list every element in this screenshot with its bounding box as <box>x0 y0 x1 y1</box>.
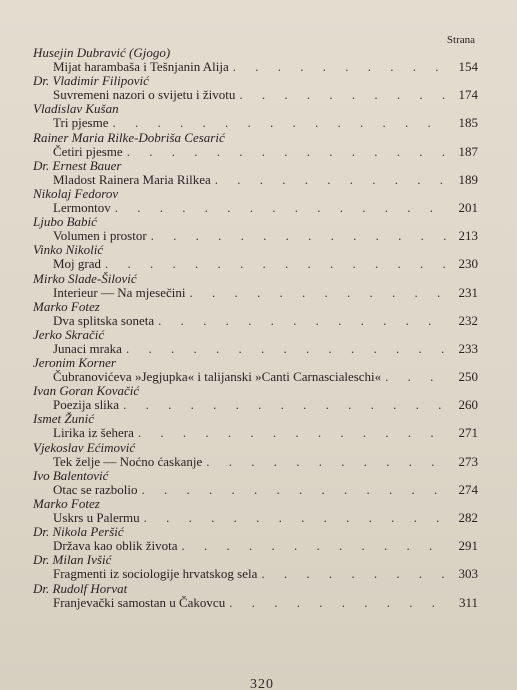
toc-entry <box>33 497 478 525</box>
entry-author: Vjekoslav Ećimović <box>33 439 136 455</box>
dot-leader <box>144 511 448 525</box>
entry-title: Uskrs u Palermu <box>53 510 140 525</box>
entry-page-number: 154 <box>458 59 478 74</box>
entry-author: Rainer Maria Rilke-Dobriša Cesarić <box>33 129 225 145</box>
entry-author: Ivan Goran Kovačić <box>33 383 140 399</box>
toc-entry <box>33 441 478 469</box>
entry-author: Marko Fotez <box>33 298 100 314</box>
dot-leader <box>123 398 448 412</box>
entry-line <box>33 596 478 610</box>
entry-page-number: 213 <box>458 228 478 244</box>
toc-entry <box>33 74 478 102</box>
entry-title: Mijat harambaša i Tešnjanin Alija <box>53 59 229 74</box>
entry-line <box>33 455 478 469</box>
entry-author: Husejin Dubravić (Gjogo) <box>33 45 171 60</box>
entry-line <box>33 201 478 215</box>
entry-author: Ivo Balentović <box>33 467 109 483</box>
dot-leader <box>233 60 448 74</box>
entry-line <box>33 342 478 356</box>
entry-line <box>33 314 478 328</box>
entry-title: Fragmenti iz sociologije hrvatskog sela <box>53 566 258 582</box>
entry-page-number: 201 <box>458 199 478 215</box>
entry-line <box>33 88 478 102</box>
entry-page-number: 187 <box>458 143 478 159</box>
entry-page-number: 231 <box>458 284 478 300</box>
dot-leader <box>105 257 448 271</box>
toc-entry <box>33 243 478 271</box>
entry-title: Junaci mraka <box>53 340 122 356</box>
entry-author: Dr. Ernest Bauer <box>33 157 122 173</box>
entry-title: Otac se razbolio <box>53 481 138 497</box>
toc-entry <box>33 384 478 412</box>
dot-leader <box>115 201 448 215</box>
entry-page-number: 274 <box>458 481 478 497</box>
toc-entry <box>33 215 478 243</box>
entry-title: Lirika iz šehera <box>53 425 134 441</box>
toc-entry <box>33 412 478 440</box>
dot-leader <box>113 116 449 130</box>
entry-author: Marko Fotez <box>33 496 100 511</box>
entry-author: Dr. Vladimir Filipović <box>33 73 149 89</box>
entry-author: Ljubo Babić <box>33 214 97 230</box>
toc-entry <box>33 187 478 215</box>
entry-page-number: 233 <box>458 340 478 356</box>
entry-page-number: 291 <box>458 538 478 554</box>
entry-line <box>33 229 478 243</box>
entry-line <box>33 257 478 271</box>
table-of-contents <box>33 46 478 610</box>
entry-line <box>33 398 478 412</box>
entry-title: Čubranovićeva »Jegjupka« i talijanski »Canti Carnascialeschi« <box>53 369 382 385</box>
entry-page-number: 230 <box>458 256 478 272</box>
entry-page-number: 311 <box>458 594 478 610</box>
entry-page-number: 232 <box>458 312 478 328</box>
toc-entry <box>33 159 478 187</box>
entry-page-number: 250 <box>458 369 478 385</box>
entry-line <box>33 173 478 187</box>
entry-author: Dr. Rudolf Horvat <box>33 580 128 596</box>
entry-author: Mirko Slade-Šilović <box>33 270 137 286</box>
entry-title: Volumen i prostor <box>53 228 147 244</box>
dot-leader <box>151 229 448 243</box>
toc-entry <box>33 525 478 553</box>
entry-author: Vladislav Kušan <box>33 101 119 117</box>
entry-title: Suvremeni nazori o svijetu i životu <box>53 87 236 103</box>
entry-author: Dr. Milan Ivšić <box>33 552 112 568</box>
entry-title: Dva splitska soneta <box>53 312 155 328</box>
dot-leader <box>141 483 448 497</box>
entry-line <box>33 116 478 130</box>
entry-author: Vinko Nikolić <box>33 242 104 258</box>
footer-page-number: 320 <box>250 677 274 690</box>
entry-line <box>33 511 478 525</box>
entry-title: Franjevački samostan u Čakovcu <box>53 594 226 610</box>
toc-entry <box>33 356 478 384</box>
toc-entry <box>33 272 478 300</box>
dot-leader <box>127 145 448 159</box>
entry-title: Četiri pjesme <box>53 143 123 159</box>
dot-leader <box>239 88 448 102</box>
entry-author: Jeronim Korner <box>33 355 116 371</box>
toc-entry <box>33 553 478 581</box>
dot-leader <box>138 426 448 440</box>
dot-leader <box>189 286 448 300</box>
entry-title: Država kao oblik života <box>53 538 178 554</box>
page-column-label: Strana <box>446 34 475 46</box>
entry-author: Nikolaj Fedorov <box>33 185 119 201</box>
entry-line <box>33 286 478 300</box>
entry-author: Ismet Žunić <box>33 411 95 427</box>
entry-author: Jerko Skračić <box>33 326 105 342</box>
dot-leader <box>261 567 448 581</box>
entry-line <box>33 426 478 440</box>
dot-leader <box>215 173 448 187</box>
entry-page-number: 260 <box>458 397 478 413</box>
dot-leader <box>229 596 448 610</box>
entry-page-number: 174 <box>458 87 478 103</box>
entry-line <box>33 483 478 497</box>
entry-line <box>33 60 478 74</box>
toc-entry <box>33 300 478 328</box>
entry-line <box>33 145 478 159</box>
entry-author: Dr. Nikola Peršić <box>33 524 124 540</box>
entry-title: Mladost Rainera Maria Rilkea <box>53 171 211 187</box>
entry-page-number: 273 <box>458 453 478 469</box>
entry-line <box>33 567 478 581</box>
toc-entry <box>33 131 478 159</box>
entry-page-number: 189 <box>458 171 478 187</box>
entry-page-number: 185 <box>458 115 478 131</box>
toc-entry <box>33 582 478 610</box>
entry-page-number: 282 <box>458 510 478 525</box>
dot-leader <box>385 370 448 384</box>
toc-entry <box>33 102 478 130</box>
entry-page-number: 271 <box>458 425 478 441</box>
entry-line <box>33 539 478 553</box>
entry-title: Moj grad <box>53 256 102 272</box>
dot-leader <box>206 455 448 469</box>
dot-leader <box>126 342 448 356</box>
entry-page-number: 303 <box>458 566 478 582</box>
entry-line <box>33 370 478 384</box>
entry-title: Tek želje — Noćno ćaskanje <box>53 453 203 469</box>
entry-title: Lermontov <box>53 199 111 215</box>
toc-entry <box>33 46 478 74</box>
entry-title: Tri pjesme <box>53 115 109 131</box>
dot-leader <box>182 539 448 553</box>
entry-title: Poezija slika <box>53 397 120 413</box>
toc-entry <box>33 469 478 497</box>
toc-entry <box>33 328 478 356</box>
dot-leader <box>158 314 448 328</box>
entry-title: Interieur — Na mjesečini <box>53 284 186 300</box>
